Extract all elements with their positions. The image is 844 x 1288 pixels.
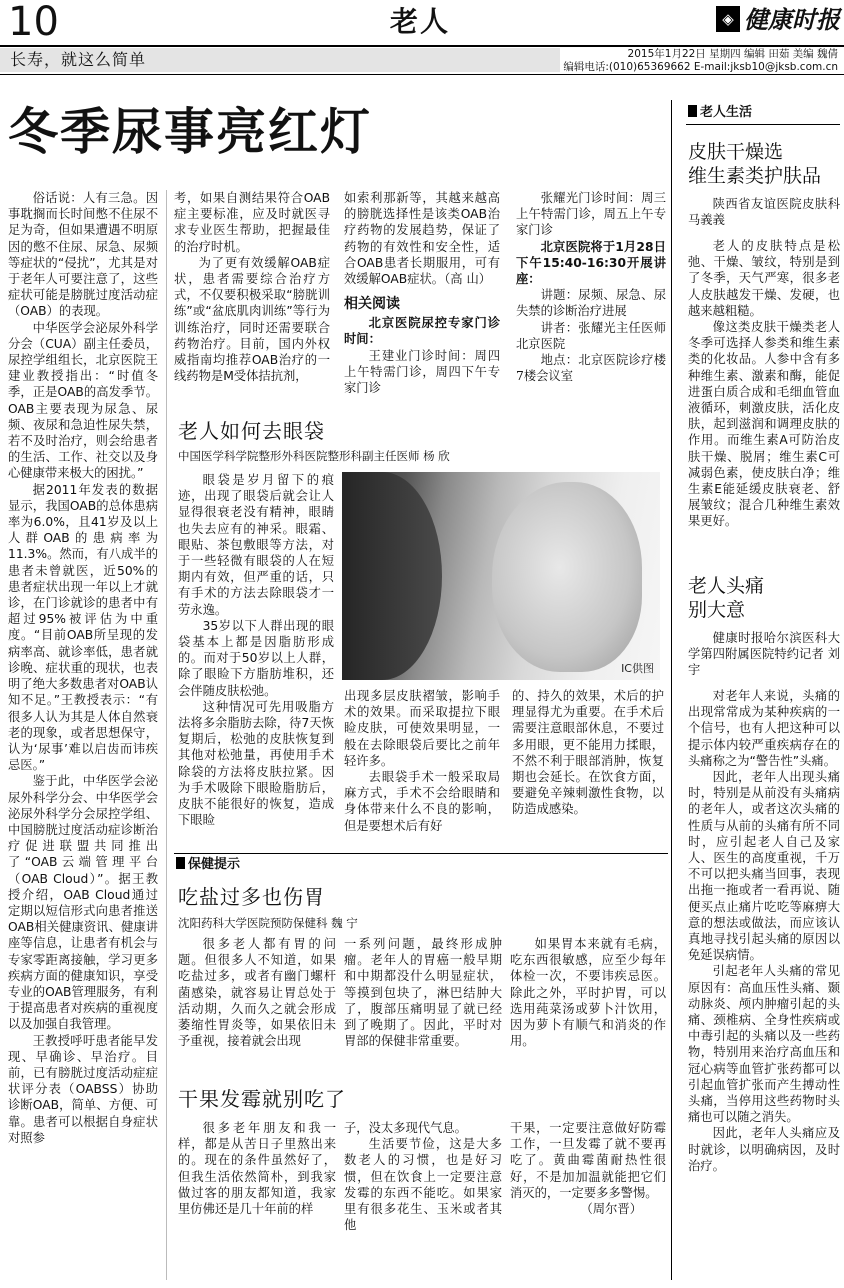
related-heading: 相关阅读 [344,296,400,313]
sidebar-section-label [688,104,752,122]
related-item: 王建业门诊时间：周四上午特需门诊，周四下午专家门诊 [344,348,500,396]
elderly-woman-mirror-photo [342,472,660,680]
headache-body [688,688,840,1280]
skin-title-line-2: 维生素类护肤品 [688,165,822,187]
eyebag-title: 老人如何去眼袋 [178,419,325,443]
skin-title-line-1: 皮肤干燥选 [688,141,784,163]
paragraph: 子，没太多现代气息。 [344,1121,467,1135]
dry-fruit-title: 干果发霉就别吃了 [178,1087,346,1111]
photo-face-shape [492,482,642,672]
section-title: 老人 [390,5,451,38]
paragraph: 为了更有效缓解OAB症状，患者需要综合治疗方式，不仅要积极采取“膀胱训练”或“盆底肌肉训练”等行为训练治疗，同时还需要联合药物治疗。目前，国内外权威指南均推荐OAB治疗的一线药物是M受体拮抗剂， [174,255,330,384]
paragraph: 鉴于此，中华医学会泌尿外科学分会、中华医学会泌尿外科学分会尿控学组、中国膀胱过度活动症诊断治疗促进联盟共同推出了“OAB云端管理平台（OAB Cloud）”。据王教授介绍，OAB Cloud通过定期以短信形式向患者推送OAB相关健康资讯、健康讲座等信息，让患者有机会与专家零距离接触，学习更多疾病方面的健康知识，享受专业的OAB管理服务，有利于提高患者对疾病的重视度以及加强自我管理。 [8,774,158,1032]
headache-byline [688,630,840,679]
skin-body [688,238,840,558]
paragraph: 很多老人都有胃的问题。但很多人不知道，如果吃盐过多，或者有幽门螺杆菌感染，就容易让胃总处于活动期，久而久之就会形成萎缩性胃炎等，如果依旧未予重视，接着就会出现 [178,937,336,1049]
date-line: 2015年1月22日 星期四 编辑 田茹 美编 魏倩 [627,48,838,60]
paragraph: 生活要节俭，这是大多数老人的习惯，也是好习惯，但在饮食上一定要注意发霉的东西不能吃。如果家里有很多花生、玉米或者其他 [344,1137,502,1233]
photo-mirror-shape [342,472,442,680]
paragraph: 引起老年人头痛的常见原因有：高血压性头痛、颞动脉炎、颅内肿瘤引起的头痛、颈椎病、全身性疾病或中毒引起的头痛以及一些药物，特别用来治疗高血压和冠心病等血管扩张药都可以引起血管扩张而产生搏动性头痛，当停用这些药物时头痛也可以随之消失。 [688,964,840,1125]
paragraph: 像这类皮肤干燥类老人冬季可选择人参类和维生素类的化妆品。人参中含有多种维生素、激素和酶，能促进蛋白质合成和毛细血管血液循环，刺激皮肤，活化皮肤，起到滋润和调理皮肤的作用。而维生素A可防治皮肤干燥、脱屑；维生素C可减弱色素，使皮肤白净；维生素E能延缓皮肤衰老、舒展皱纹；混合几种维生素效果更好。 [688,320,840,529]
contact-line: 编辑电话:(010)65369662 E-mail:jksb10@jksb.com.cn [563,61,838,73]
skin-byline-text: 陕西省友谊医院皮肤科 马義義 [688,197,840,228]
skin-byline [688,196,840,228]
health-tips-label [176,856,240,874]
paragraph: 35岁以下人群出现的眼袋基本上都是因脂肪形成的。而对于50岁以上人群，除了眼睑下方脂肪堆积，还会伴随皮肤松弛。 [178,618,334,698]
header-rule-bottom [0,74,844,75]
paragraph: 的、持久的效果，术后的护理显得尤为重要。在手术后需要注意眼部休息，不要过多用眼，更不能用力揉眼，不然不利于眼部消肿，恢复期也会延长。在饮食方面，要避免辛辣刺激性食物，以防造成感染。 [512,689,664,817]
eyebag-column-3 [512,688,664,848]
related-title: 北京医院尿控专家门诊时间： [344,316,500,347]
paragraph: 因此，老年人出现头痛时，特别是从前没有头痛病的老年人，或者这次头痛的性质与从前的头痛有所不同时，应引起老人自己及家人、医生的高度重视，千万不可以把头痛当回事，表现出拖一拖或者一看再说、随便买点止痛片吃吃等麻痹大意的想法或做法，而应该认真地寻找引起头痛的原因以免延误病情。 [688,770,840,963]
logo-text: 健康时报 [744,5,840,34]
paragraph: 这种情况可先用吸脂方法将多余脂肪去除，待7天恢复期后，松弛的皮肤恢复到其他对松弛量，再使用手术除袋的方法将皮肤拉紧。因为手术吸除下眼睑脂肪后，皮肤不能很好的恢复，造成下眼睑 [178,699,334,828]
headache-byline-text: 健康时报哈尔滨医科大学第四附属医院特约记者 刘 宇 [688,631,840,678]
related-item: 张耀光门诊时间：周三上午特需门诊，周五上午专家门诊 [516,191,666,238]
paragraph: 据2011年发表的数据显示，我国OAB的总体患病率为6.0%，且41岁及以上人群OAB的患病率为11.3%。然而，有八成半的患者未曾就医，近50%的患者症状出现一年以上才就诊，在门诊就诊的患者中有超过95%被评估为中重度。“目前OAB所呈现的发病率高、就诊率低，患者就诊晚、症状重的现状，也表明了绝大多数患者对OAB认知不足。”王教授表示：“有很多人认为其是人体自然衰老的现象，或者思想保守，认为‘尿事’难以启齿而讳疾忌医。” [8,482,158,773]
eyebag-column-2 [344,688,500,848]
dry-fruit-column-1 [178,1120,336,1280]
lead-headline: 冬季尿事亮红灯 [8,102,372,161]
paragraph: 如果胃本来就有毛病，吃东西很敏感，应至少每年体检一次，不要讳疾忌医。除此之外，平时护胃，可以选用莼菜汤或萝卜汁饮用，因为萝卜有顺气和消炎的作用。 [510,937,666,1049]
sidebar-divider [671,100,672,1280]
lecture-speaker: 讲者：张耀光主任医师 北京医院 [516,320,666,351]
paragraph: 如索利那新等，其越来越高的膀胱选择性是该类OAB治疗药物的发展趋势，保证了药物的有效性和安全性，适合OAB患者长期服用，可有效缓解OAB症状。（高 山） [344,191,500,287]
header-rule [0,45,844,47]
salt-column-1 [178,936,336,1076]
health-tips-rule [174,853,668,854]
paragraph: 眼袋是岁月留下的痕迹，出现了眼袋后就会让人显得很衰老没有精神，眼睛也失去应有的神采。眼霜、眼贴、茶包敷眼等方法，对于一些轻微有眼袋的人在短期内有效，但严重的话，只有手术的方法去除眼袋才一劳永逸。 [178,473,334,617]
headache-title-line-1: 老人头痛 [688,575,765,597]
paragraph: 俗话说：人有三急。因事耽搁而长时间憋不住尿不足为奇，但如果遭遇不明原因的憋不住尿、尿急、尿频等症状的“侵扰”，尤其是对于老年人可要注意了，这些症状可能是膀胱过度活动症（OAB）的表现。 [8,191,158,319]
sidebar-label-rule [686,124,840,125]
eyebag-byline: 中国医学科学院整形外科医院整形科副主任医师 杨 欣 [178,449,450,463]
page-number: 10 [8,0,59,45]
section-marker-icon [176,857,185,869]
health-tips-label-text: 保健提示 [188,857,241,872]
lecture-topic: 讲题：尿频、尿急、尿失禁的诊断治疗进展 [516,288,666,319]
logo-emblem-icon: ◈ [716,6,740,32]
paragraph: 考，如果自测结果符合OAB症主要标准，应及时就医寻求专业医生帮助，把握最佳的治疗时机。 [174,191,330,254]
headache-title-line-2: 别大意 [688,599,746,621]
slogan: 长寿，就这么简单 [10,50,147,69]
paragraph: 干果，一定要注意做好防霉工作，一旦发霉了就不要再吃了。黄曲霉菌耐热性很好，不是加加温就能把它们消灭的，一定要多多警惕。 [510,1121,666,1200]
paragraph: 因此，老年人头痛应及时就诊，以明确病因，及时治疗。 [688,1126,840,1173]
column-divider [166,190,167,1280]
sidebar-section-label-text: 老人生活 [700,105,753,120]
photo-credit: IC供图 [621,662,654,675]
paragraph: 很多老年朋友和我一样，都是从苦日子里熬出来的。现在的条件虽然好了，但我生活依然简朴，到我家做过客的朋友都知道，我家里仿佛还是几十年前的样 [178,1121,336,1217]
dry-fruit-signature: （周尔晋） [580,1202,642,1217]
lecture-notice: 北京医院将于1月28日下午15:40-16:30开展讲座： [516,239,666,287]
paragraph: 一系列问题，最终形成肿瘤。老年人的胃癌一般早期和中期都没什么明显症状，等摸到包块了，淋巴结肿大了，腹部压痛明显了就已经到了晚期了。因此，平时对胃部的保健非常重要。 [344,937,502,1049]
paragraph: 去眼袋手术一般采取局麻方式，手术不会给眼睛和身体带来什么不良的影响，但是要想术后有好 [344,770,500,833]
lead-column-3 [344,190,500,410]
salt-column-2 [344,936,502,1076]
lead-column-2 [174,190,330,410]
dry-fruit-column-3 [510,1120,666,1280]
newspaper-logo [716,4,840,36]
paragraph: 出现多层皮肤褶皱，影响手术的效果。而采取提拉下眼睑皮肤，可使效果明显，一般在去除眼袋后要比之前年轻许多。 [344,689,500,768]
lead-column-1 [8,190,158,1280]
paragraph: 王教授呼吁患者能早发现、早确诊、早治疗。目前，已有膀胱过度活动症症状评分表（OABSS）协助诊断OAB，简单、方便、可靠。患者可以根据自身症状对照参 [8,1033,158,1145]
paragraph: 中华医学会泌尿外科学分会（CUA）副主任委员，尿控学组组长，北京医院王建业教授指出：“时值冬季，正是OAB的高发季节。OAB主要表现为尿急、尿频、夜尿和急迫性尿失禁，若不及时治疗，则会给患者的生活、工作、社交以及身心健康带来极大的困扰。” [8,320,158,481]
lead-column-4 [516,190,666,410]
salt-title: 吃盐过多也伤胃 [178,885,325,909]
lecture-place: 地点：北京医院诊疗楼7楼会议室 [516,353,666,384]
salt-byline: 沈阳药科大学医院预防保健科 魏 宁 [178,916,358,930]
paragraph: 老人的皮肤特点是松弛、干燥、皱纹，特别是到了冬季，天气严寒，很多老人皮肤越发干燥、发硬，也越来越粗糙。 [688,239,840,318]
eyebag-column-1 [178,472,334,848]
section-marker-icon [688,105,697,117]
dry-fruit-column-2 [344,1120,502,1280]
paragraph: 对老年人来说，头痛的出现常常成为某种疾病的一个信号，也有人把这种可以提示体内较严重疾病存在的头痛称之为“警告性”头痛。 [688,689,840,768]
salt-column-3 [510,936,666,1076]
